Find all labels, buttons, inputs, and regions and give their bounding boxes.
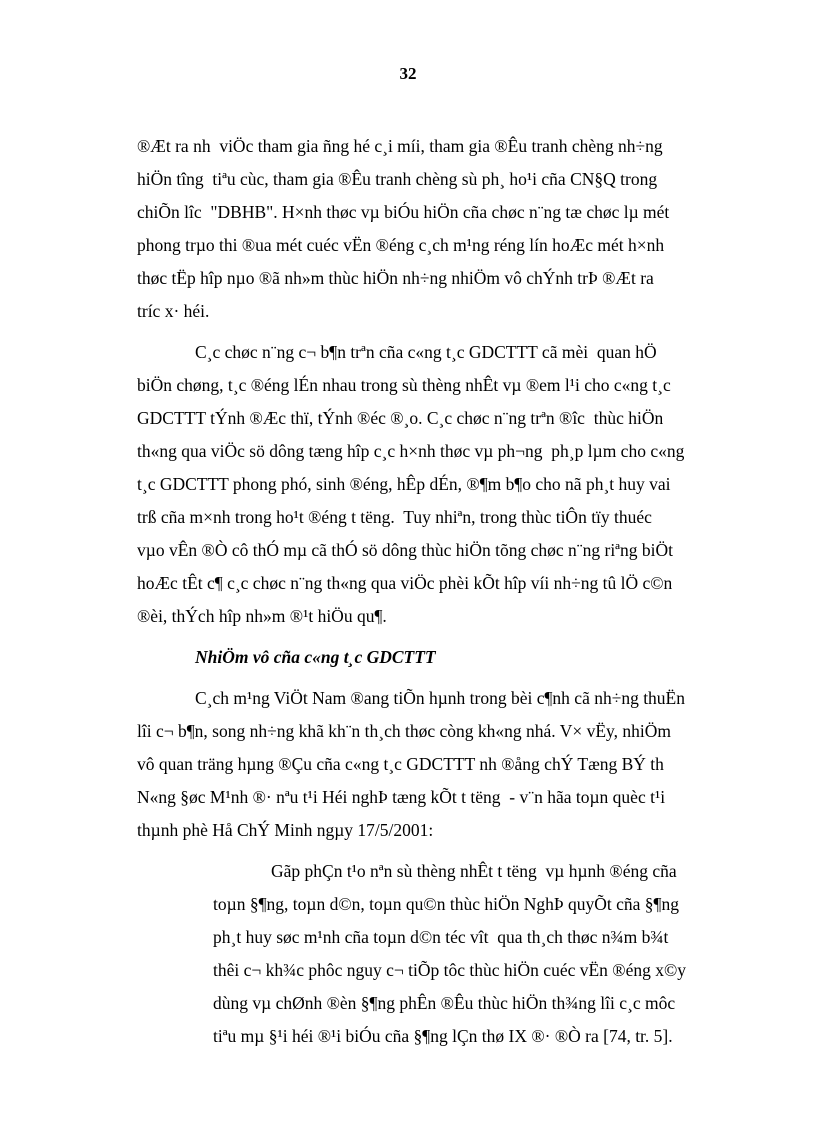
quote-line: toµn §¶ng, toµn d©n, toµn qu©n thùc hiÖn NghÞ quyÕt cña §¶ng xyxy=(213,894,679,914)
section-heading: NhiÖm vô cña c«ng t¸c GDCTTT xyxy=(195,647,436,667)
page-number: 32 xyxy=(399,64,417,83)
quote-line: Gãp phÇn t¹o nªn sù thèng nhÊt t tëng vµ hµnh ®éng cña xyxy=(271,861,677,881)
text-line: vô quan träng hµng ®Çu cña c«ng t¸c GDCTTT nh ®ång chÝ Tæng BÝ th xyxy=(137,754,664,774)
text-line: phong trµo thi ®ua mét cuéc vËn ®éng c¸ch m¹ng réng lín hoÆc mét h×nh xyxy=(137,235,665,255)
text-line: ®Æt ra nh viÖc tham gia ñng hé c¸i míi, tham gia ®Êu tranh chèng nh÷ng xyxy=(137,136,663,156)
text-line: C¸ch m¹ng ViÖt Nam ®ang tiÕn hµnh trong bèi c¶nh cã nh÷ng thuËn xyxy=(195,688,685,708)
block-quote xyxy=(137,855,742,1053)
text-line: hoÆc tÊt c¶ c¸c chøc n¨ng th«ng qua viÖc phèi kÕt hîp víi nh÷ng tû lÖ c©n xyxy=(137,573,673,593)
text-line: th«ng qua viÖc sö dông tæng hîp c¸c h×nh thøc vµ ph¬ng ph¸p lµm cho c«ng xyxy=(137,441,685,461)
text-line: vµo vÊn ®Ò cô thÓ mµ cã thÓ sö dông thùc hiÖn tõng chøc n¨ng riªng biÖt xyxy=(137,540,673,560)
paragraph-2 xyxy=(137,336,742,633)
paragraph-1 xyxy=(137,130,742,328)
quote-line: tiªu mµ §¹i héi ®¹i biÓu cña §¶ng lÇn thø IX ®· ®Ò ra [74, tr. 5]. xyxy=(213,1026,673,1046)
text-line: N«ng §øc M¹nh ®· nªu t¹i Héi nghÞ tæng kÕt t tëng - v¨n hãa toµn quèc t¹i xyxy=(137,787,666,807)
text-line: chiÕn lîc "DBHB". H×nh thøc vµ biÓu hiÖn cña chøc n¨ng tæ chøc lµ mét xyxy=(137,202,670,222)
text-line: thµnh phè Hå ChÝ Minh ngµy 17/5/2001: xyxy=(137,820,434,840)
text-line: C¸c chøc n¨ng c¬ b¶n trªn cña c«ng t¸c GDCTTT cã mèi quan hÖ xyxy=(195,342,657,362)
text-line: t¸c GDCTTT phong phó, sinh ®éng, hÊp dÉn, ®¶m b¶o cho nã ph¸t huy vai xyxy=(137,474,671,494)
quote-line: ph¸t huy søc m¹nh cña toµn d©n téc vît qua th¸ch thøc n¾m b¾t xyxy=(213,927,669,947)
text-line: thøc tËp hîp nµo ®ã nh»m thùc hiÖn nh÷ng nhiÖm vô chÝnh trÞ ®Æt ra xyxy=(137,268,654,288)
paragraph-3 xyxy=(137,682,742,847)
text-line: trß cña m×nh trong ho¹t ®éng t tëng. Tuy nhiªn, trong thùc tiÔn tïy thuéc xyxy=(137,507,652,527)
text-line: tríc x· héi. xyxy=(137,301,210,321)
text-line: biÖn chøng, t¸c ®éng lÉn nhau trong sù thèng nhÊt vµ ®em l¹i cho c«ng t¸c xyxy=(137,375,671,395)
quote-line: thêi c¬ kh¾c phôc nguy c¬ tiÕp tôc thùc hiÖn cuéc vËn ®éng x©y xyxy=(213,960,687,980)
document-body xyxy=(137,130,742,1053)
quote-line: dùng vµ chØnh ®èn §¶ng phÊn ®Êu thùc hiÖn th¾ng lîi c¸c môc xyxy=(213,993,676,1013)
text-line: ®èi, thÝch hîp nh»m ®¹t hiÖu qu¶. xyxy=(137,606,387,626)
text-line: lîi c¬ b¶n, song nh÷ng khã kh¨n th¸ch thøc còng kh«ng nhá. V× vËy, nhiÖm xyxy=(137,721,672,741)
text-line: hiÖn tîng tiªu cùc, tham gia ®Êu tranh chèng sù ph¸ ho¹i cña CN§Q trong xyxy=(137,169,658,189)
text-line: GDCTTT tÝnh ®Æc thï, tÝnh ®éc ®¸o. C¸c chøc n¨ng trªn ®îc thùc hiÖn xyxy=(137,408,664,428)
